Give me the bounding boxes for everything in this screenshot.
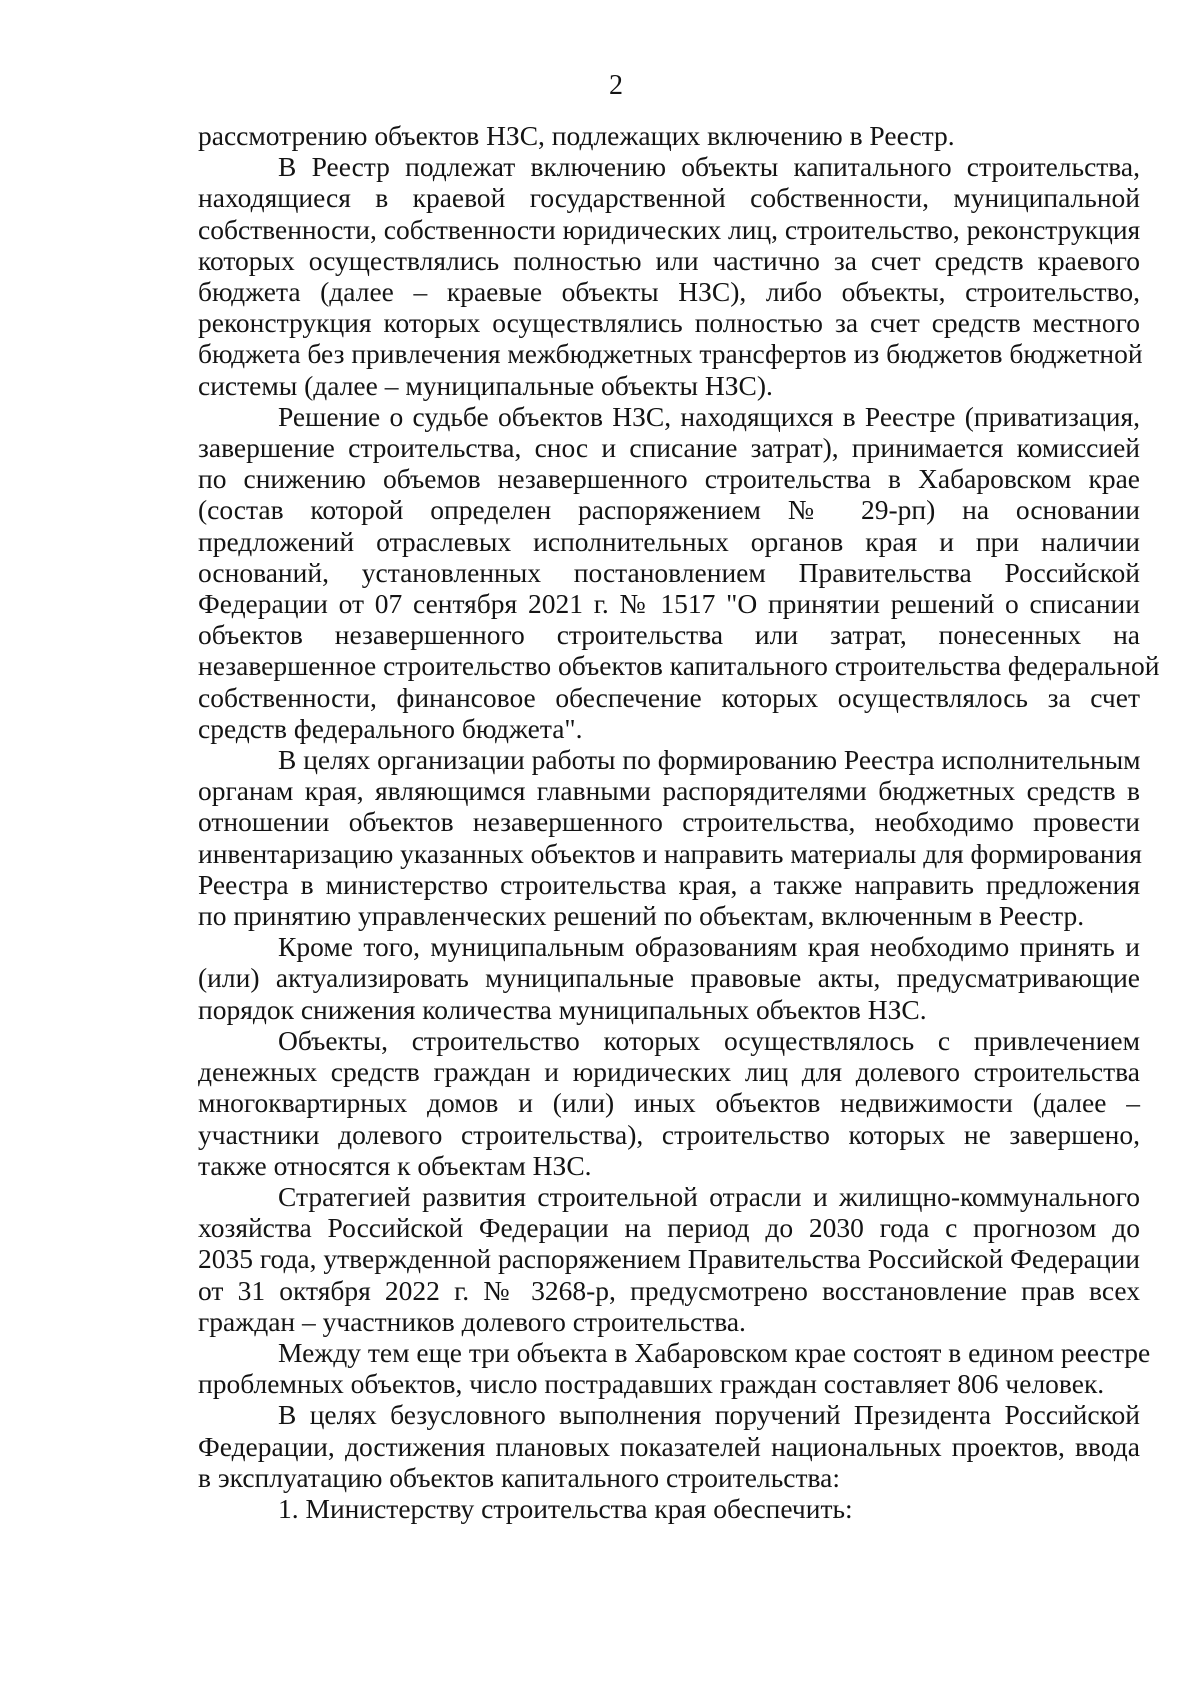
text-line: многоквартирных домов и (или) иных объектов недвижимости (далее – — [198, 1087, 1140, 1119]
text-line: завершение строительства, снос и списание затрат), принимается комиссией — [198, 432, 1140, 464]
paragraph — [198, 744, 1140, 931]
text-line: проблемных объектов, число пострадавших граждан составляет 806 человек. — [198, 1368, 1105, 1400]
paragraph — [198, 931, 1140, 1025]
text-line: собственности, финансовое обеспечение которых осуществлялось за счет — [198, 681, 1140, 713]
text-line: 2035 года, утвержденной распоряжением Правительства Российской Федерации — [198, 1243, 1140, 1275]
text-line: Решение о судьбе объектов НЗС, находящихся в Реестре (приватизация, — [278, 400, 1140, 432]
paragraph — [198, 1493, 1140, 1524]
text-line: которых осуществлялись полностью или частично за счет средств краевого — [198, 244, 1140, 276]
text-line: В Реестр подлежат включению объекты капитального строительства, — [278, 151, 1140, 183]
text-line: инвентаризацию указанных объектов и направить материалы для формирования — [198, 837, 1142, 869]
text-line: также относятся к объектам НЗС. — [198, 1149, 592, 1181]
text-line: оснований, установленных постановлением Правительства Российской — [198, 556, 1140, 588]
text-line: рассмотрению объектов НЗС, подлежащих включению в Реестр. — [198, 120, 955, 151]
text-line: Между тем еще три объекта в Хабаровском крае состоят в едином реестре — [278, 1336, 1151, 1368]
text-line: денежных средств граждан и юридических лиц для долевого строительства — [198, 1056, 1140, 1088]
text-line: незавершенное строительство объектов капитального строительства федеральной — [198, 650, 1160, 682]
paragraph — [198, 400, 1160, 744]
paragraph — [198, 1399, 1140, 1493]
text-line: порядок снижения количества муниципальных объектов НЗС. — [198, 993, 927, 1025]
text-line: (состав которой определен распоряжением № 29-рп) на основании — [198, 494, 1140, 526]
paragraph — [198, 151, 1143, 401]
text-line: (или) актуализировать муниципальные правовые акты, предусматривающие — [198, 962, 1140, 994]
text-line: по принятию управленческих решений по объектам, включенным в Реестр. — [198, 900, 1085, 932]
text-line: Кроме того, муниципальным образованиям края необходимо принять и — [278, 931, 1140, 963]
text-line: в эксплуатацию объектов капитального строительства: — [198, 1461, 840, 1493]
paragraph — [198, 120, 1140, 151]
text-line: по снижению объемов незавершенного строительства в Хабаровском крае — [198, 463, 1140, 495]
text-line: Федерации от 07 сентября 2021 г. № 1517 "О принятии решений о списании — [198, 588, 1140, 620]
text-line: от 31 октября 2022 г. № 3268-р, предусмотрено восстановление прав всех — [198, 1274, 1140, 1306]
paragraph — [198, 1025, 1140, 1181]
page-number: 2 — [609, 70, 623, 101]
text-line: собственности, собственности юридических лиц, строительство, реконструкция — [198, 213, 1141, 245]
text-line: реконструкция которых осуществлялись полностью за счет средств местного — [198, 307, 1140, 339]
text-line: предложений отраслевых исполнительных органов края и при наличии — [198, 525, 1140, 557]
text-line: В целях безусловного выполнения поручений Президента Российской — [278, 1399, 1140, 1431]
text-line: участники долевого строительства), строительство которых не завершено, — [198, 1118, 1140, 1150]
text-line: 1. Министерству строительства края обеспечить: — [278, 1492, 853, 1524]
text-line: Федерации, достижения плановых показателей национальных проектов, ввода — [198, 1430, 1140, 1462]
text-line: Объекты, строительство которых осуществлялось с привлечением — [278, 1024, 1140, 1056]
paragraph — [198, 1181, 1140, 1337]
text-line: отношении объектов незавершенного строительства, необходимо провести — [198, 806, 1140, 838]
text-line: находящиеся в краевой государственной собственности, муниципальной — [198, 182, 1140, 214]
text-line: хозяйства Российской Федерации на период до 2030 года с прогнозом до — [198, 1212, 1140, 1244]
text-line: Реестра в министерство строительства края, а также направить предложения — [198, 868, 1140, 900]
text-line: Стратегией развития строительной отрасли и жилищно-коммунального — [278, 1180, 1140, 1212]
document-body — [198, 120, 1160, 1524]
text-line: объектов незавершенного строительства или затрат, понесенных на — [198, 619, 1140, 651]
text-line: граждан – участников долевого строительства. — [198, 1305, 746, 1337]
text-line: В целях организации работы по формированию Реестра исполнительным — [278, 744, 1141, 776]
paragraph — [198, 1336, 1151, 1400]
text-line: системы (далее – муниципальные объекты НЗС). — [198, 369, 773, 401]
text-line: бюджета без привлечения межбюджетных трансфертов из бюджетов бюджетной — [198, 338, 1143, 370]
text-line: бюджета (далее – краевые объекты НЗС), либо объекты, строительство, — [198, 276, 1140, 308]
text-line: средств федерального бюджета". — [198, 712, 583, 744]
text-line: органам края, являющимся главными распорядителями бюджетных средств в — [198, 775, 1140, 807]
